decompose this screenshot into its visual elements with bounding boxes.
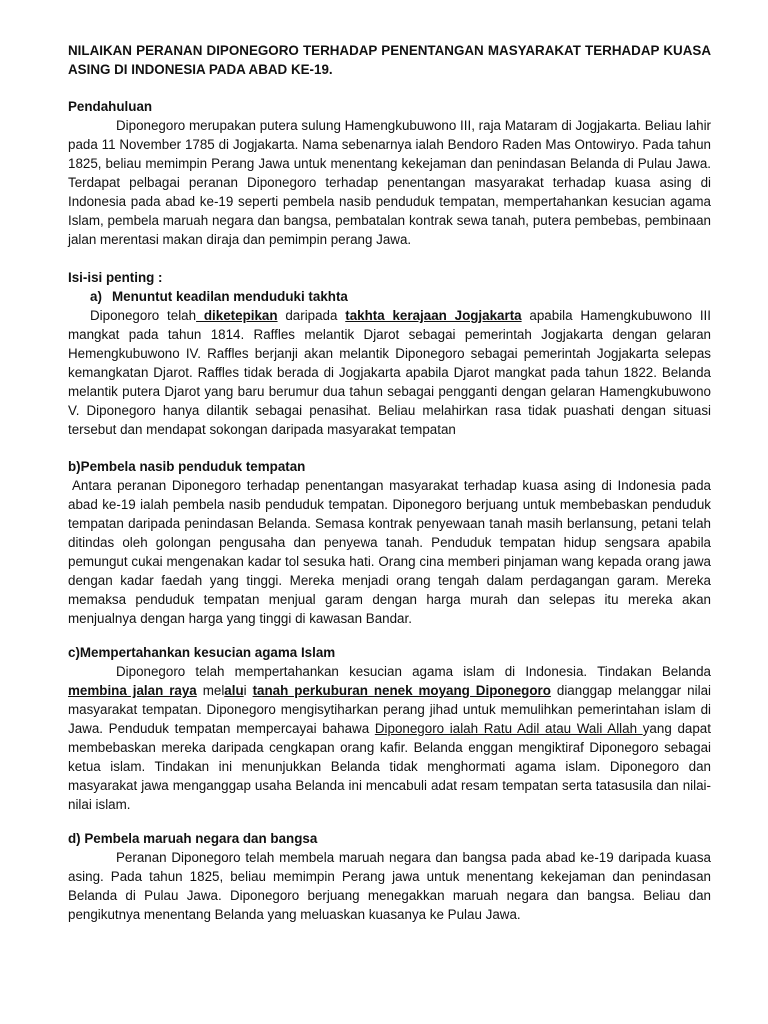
section-b-paragraph: Antara peranan Diponegoro terhadap penentangan masyarakat terhadap kuasa asing di Indonesia pada abad ke-19 ialah pembela nasib penduduk tempatan. Diponegoro berjuang untuk membebaskan penduduk tempatan daripada penindasan Belanda. Semasa kontrak penyewaan tanah masih berlansung, petani telah ditindas oleh golongan pengusaha dan penyewa tanah. Penduduk tempatan hidup sengsara apabila pemungut cukai mengenakan kadar tol sesuka hati. Orang cina memberi pinjaman wang kepada orang jawa dengan kadar faedah yang tinggi. Mereka menjadi orang tengah dalam perdagangan garam. Mereka memaksa penduduk tempatan menjual garam dengan harga murah dan selepas itu mereka akan menjualnya dengan harga yang tinggi di kawasan Bandar. xyxy=(68,478,711,626)
section-a-text-2: daripada xyxy=(277,308,346,323)
section-d-paragraph: Peranan Diponegoro telah membela maruah negara dan bangsa pada abad ke-19 daripada kuasa asing. Pada tahun 1825, beliau memimpin Perang jawa untuk menentang kekejaman dan penindasan Belanda di Pulau Jawa. Diponegoro berjuang menegakkan maruah negara dan bangsa. Beliau dan pengikutnya menentang Belanda yang meluaskan kuasanya ke Pulau Jawa. xyxy=(68,850,711,922)
section-a-text-3: apabila Hamengkubuwono III mangkat pada tahun 1814. Raffles melantik Djarot sebagai pemerintah Jogjakarta dengan gelaran Hemengkubuwono IV. Raffles berjanji akan melantik Diponegoro sebagai pemerintah Jogjakarta selepas kemangkatan Djarot. Raffles tidak berada di Jogjakarta apabila Djarot mangkat pada tahun 1822. Belanda melantik putera Djarot yang baru berumur dua tahun sebagai pengganti dengan gelaran Hamengkubuwono V. Diponegoro hanya dilantik sebagai penasihat. Beliau melahirkan rasa tidak puashati dengan situasi tersebut dan mendapat sokongan daripada masyarakat tempatan xyxy=(68,308,711,437)
section-a-title: Menuntut keadilan menduduki takhta xyxy=(112,289,348,304)
intro-heading: Pendahuluan xyxy=(68,99,153,114)
intro-paragraph: Diponegoro merupakan putera sulung Hamengkubuwono III, raja Mataram di Jogjakarta. Beliau lahir pada 11 November 1785 di Jogjakarta. Nama sebenarnya ialah Bendoro Raden Mas Ontowiryo. Pada tahun 1825, beliau memimpin Perang Jawa untuk menentang kekejaman dan penindasan Belanda di Pulau Jawa. Terdapat pelbagai peranan Diponegoro terhadap penentangan masyarakat terhadap kuasa asing di Indonesia pada abad ke-19 seperti pembela nasib penduduk tempatan, mempertahankan kesucian agama Islam, pembela maruah negara dan bangsa, pembatalan kontrak sewa tanah, putera pembebas, pembinaan jalan merentasi makan diraja dan pemimpin perang Jawa. xyxy=(68,118,711,247)
isi-heading: Isi-isi penting : xyxy=(68,270,163,285)
section-c-text-1: Diponegoro telah mempertahankan kesucian agama islam di Indonesia. Tindakan Belanda xyxy=(116,664,711,679)
section-a-underline-2: takhta kerajaan Jogjakarta xyxy=(345,308,522,323)
section-c-underline-4: Diponegoro ialah Ratu Adil atau Wali Allah xyxy=(374,721,643,736)
section-c-text-4: dianggap melanggar nilai masyarakat tempatan. Diponegoro mengisytiharkan perang jihad untuk memulihkan pemerintahan islam di Jawa. Penduduk tempatan mempercayai bahawa xyxy=(68,683,711,736)
section-c-heading: c)Mempertahankan kesucian agama Islam xyxy=(68,645,336,660)
section-c-underline-1: membina jalan raya xyxy=(68,683,197,698)
section-c-text-3: i xyxy=(243,683,253,698)
section-a-underline-1: diketepikan xyxy=(196,308,278,323)
section-c-paragraph xyxy=(68,662,711,814)
section-b-heading: b)Pembela nasib penduduk tempatan xyxy=(68,459,306,474)
section-c-underline-2: alu xyxy=(224,683,244,698)
section-c-text-5: yang dapat membebaskan mereka daripada cengkapan orang kafir. Belanda enggan mengiktiraf Diponegoro sebagai ketua islam. Tindakan ini menunjukkan Belanda tidak menghormati agama islam. Diponegoro dan masyarakat jawa menganggap usaha Belanda ini mencabuli adat resam tempatan serta tatasusila dan nilai-nilai islam. xyxy=(68,721,711,812)
section-a-paragraph xyxy=(68,306,711,439)
section-c-text-2: mel xyxy=(196,683,225,698)
section-d-heading: d) Pembela maruah negara dan bangsa xyxy=(68,831,318,846)
section-a-heading xyxy=(68,287,733,306)
section-c-underline-3: tanah perkuburan nenek moyang Diponegoro xyxy=(252,683,551,698)
document-title: NILAIKAN PERANAN DIPONEGORO TERHADAP PENENTANGAN MASYARAKAT TERHADAP KUASA ASING DI INDONESIA PADA ABAD KE-19. xyxy=(68,43,711,77)
section-a-text-1: Diponegoro telah xyxy=(90,308,197,323)
section-a-label: a) xyxy=(90,289,102,304)
